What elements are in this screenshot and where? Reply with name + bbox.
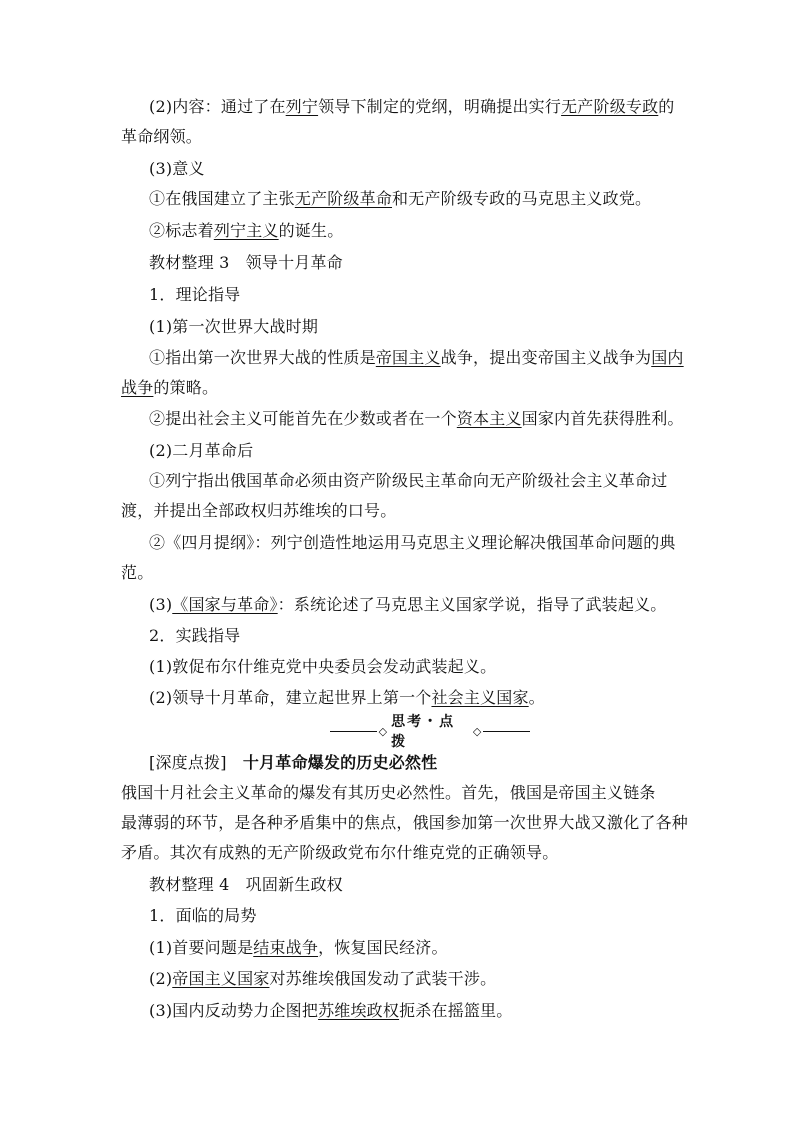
text-line <box>149 316 709 338</box>
text-segment: ①在俄国建立了主张 <box>149 189 295 208</box>
underlined-term: 结束战争 <box>253 938 319 957</box>
text-line <box>121 562 681 584</box>
text-segment: 国家内首先获得胜利。 <box>521 409 684 428</box>
text-line <box>149 687 709 709</box>
text-segment: ①列宁指出俄国革命必须由资产阶级民主革命向无产阶级社会主义革命过 <box>149 471 668 490</box>
text-segment: (2) <box>149 969 173 988</box>
text-segment: 对苏维埃俄国发动了武装干涉。 <box>269 969 497 988</box>
text-segment: 最薄弱的环节，是各种矛盾集中的焦点，俄国参加第一次世界大战又激化了各种 <box>121 813 689 832</box>
text-segment: (1)敦促布尔什维克党中央委员会发动武装起义。 <box>149 657 497 676</box>
text-segment: 教材整理 3 领导十月革命 <box>149 253 343 272</box>
text-segment: 。 <box>528 688 545 707</box>
text-segment: (3) <box>149 595 173 614</box>
text-segment: ①指出第一次世界大战的性质是 <box>149 348 376 367</box>
text-segment: (3)国内反动势力企图把 <box>149 1001 319 1020</box>
underlined-term: 国内 <box>651 348 684 367</box>
text-segment: (2)领导十月革命，建立起世界上第一个 <box>149 688 432 707</box>
text-line <box>149 96 709 118</box>
divider-rule-right <box>483 731 530 732</box>
text-line <box>149 594 709 616</box>
underlined-term: 列宁 <box>285 97 319 116</box>
underlined-term: 帝国主义国家 <box>172 969 270 988</box>
underlined-term: 无产阶级革命 <box>294 189 393 208</box>
bold-heading: 十月革命爆发的历史必然性 <box>242 753 438 772</box>
text-line <box>149 937 709 959</box>
text-line <box>149 1000 709 1022</box>
text-segment: 2．实践指导 <box>149 626 241 645</box>
text-segment: (1)第一次世界大战时期 <box>149 317 319 336</box>
text-segment: 的 <box>658 97 675 116</box>
text-segment: 矛盾。其次有成熟的无产阶级政党布尔什维克党的正确领导。 <box>121 843 559 862</box>
text-segment: (2)二月革命后 <box>149 441 254 460</box>
text-segment: 革命纲领。 <box>121 127 203 146</box>
text-segment: 的诞生。 <box>278 221 344 240</box>
text-segment: 俄国十月社会主义革命的爆发有其历史必然性。首先，俄国是帝国主义链条 <box>121 783 656 802</box>
text-line <box>149 905 709 927</box>
text-line <box>149 347 709 369</box>
text-line <box>149 656 709 678</box>
underlined-term: 帝国主义 <box>375 348 441 367</box>
text-segment: 扼杀在摇篮里。 <box>399 1001 513 1020</box>
text-segment: 战争，提出变帝国主义战争为 <box>440 348 652 367</box>
text-segment: (2)内容：通过了在 <box>149 97 286 116</box>
text-line <box>149 408 709 430</box>
text-segment: 和无产阶级专政的马克思主义政党。 <box>392 189 652 208</box>
text-line <box>149 625 709 647</box>
text-segment: ：系统论述了马克思主义国家学说，指导了武装起义。 <box>277 595 667 614</box>
text-segment: ②提出社会主义可能首先在少数或者在一个 <box>149 409 457 428</box>
text-segment: 领导下制定的党纲，明确提出实行 <box>318 97 562 116</box>
text-line <box>149 158 709 180</box>
text-line <box>121 842 681 864</box>
text-segment: (3)意义 <box>149 159 205 178</box>
text-segment: 1．面临的局势 <box>149 906 257 925</box>
underlined-term: 无产阶级专政 <box>561 97 659 116</box>
text-line <box>121 126 681 148</box>
diamond-icon: ◇ <box>472 724 482 738</box>
text-line <box>149 188 709 210</box>
underlined-term: 社会主义国家 <box>431 688 529 707</box>
text-line <box>149 874 709 896</box>
text-segment: 渡，并提出全部政权归苏维埃的口号。 <box>121 501 397 520</box>
text-line <box>149 532 709 554</box>
text-line <box>149 968 709 990</box>
text-line <box>149 284 709 306</box>
underlined-term: 苏维埃政权 <box>318 1001 400 1020</box>
text-line <box>121 500 681 522</box>
underlined-term: 《国家与革命》 <box>172 595 278 614</box>
text-line <box>149 220 709 242</box>
text-segment: ，恢复国民经济。 <box>318 938 448 957</box>
text-line <box>121 377 681 399</box>
text-line <box>149 440 709 462</box>
underlined-term: 战争 <box>121 378 154 397</box>
text-segment: 1．理论指导 <box>149 285 241 304</box>
text-line <box>121 782 681 804</box>
diamond-icon: ◇ <box>378 724 388 738</box>
text-segment: (1)首要问题是 <box>149 938 254 957</box>
underlined-term: 资本主义 <box>456 409 522 428</box>
text-line <box>149 752 709 774</box>
underlined-term: 列宁主义 <box>213 221 279 240</box>
section-divider <box>330 714 530 750</box>
divider-rule-left <box>330 731 377 732</box>
text-segment: [深度点拨] <box>149 753 243 772</box>
text-segment: ②《四月提纲》：列宁创造性地运用马克思主义理论解决俄国革命问题的典 <box>149 533 676 552</box>
divider-title: 思考・点拨 <box>391 714 456 750</box>
text-line <box>149 252 709 274</box>
text-segment: 的策略。 <box>153 378 219 397</box>
text-line <box>149 470 709 492</box>
text-segment: 范。 <box>121 563 154 582</box>
text-segment: ②标志着 <box>149 221 214 240</box>
text-line <box>121 812 689 834</box>
text-segment: 教材整理 4 巩固新生政权 <box>149 875 343 894</box>
